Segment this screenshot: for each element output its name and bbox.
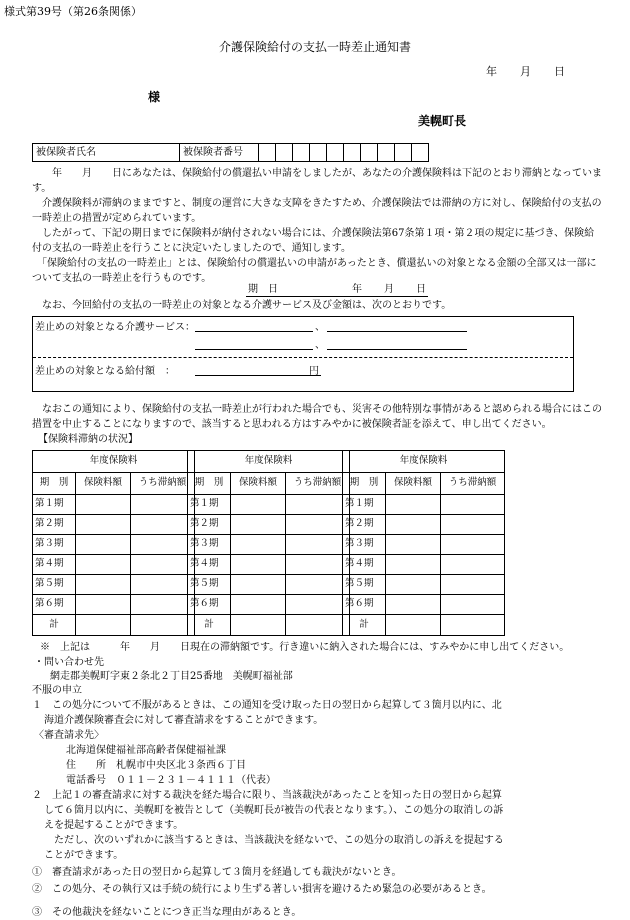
insured-id-row (32, 143, 429, 162)
arrears-cell[interactable] (131, 575, 195, 595)
arrears-column-header: うち滞納額 (131, 473, 195, 495)
cancellation-paragraph: なおこの通知により、保険給付の支払一時差止が行われた場合でも、災害その他特別な事情があると認められる場合にはこの措置を中止することになりますので、該当すると思われる方はすみやかに被保険者証を添えて、申し出てください。 (32, 404, 602, 430)
arrears-cell[interactable] (441, 575, 505, 595)
suspension-target-box (32, 316, 574, 392)
arrears-cell[interactable] (286, 575, 350, 595)
period-label: 第４期 (343, 555, 386, 575)
intro-line: なお、今回給付の支払の一時差止の対象となる介護サービス及び金額は、次のとおりです。 (32, 300, 452, 311)
service-entry-1[interactable] (195, 321, 313, 332)
insured-number-digit[interactable] (378, 144, 395, 162)
premium-total-cell[interactable] (386, 615, 441, 636)
insured-name-label: 被保険者氏名 (33, 144, 180, 162)
contact-address: 網走郡美幌町字東２条北２丁目25番地 美幌町福祉部 (50, 671, 293, 682)
appeal-item-1: １ この処分について不服があるときは、この通知を受け取った日の翌日から起算して３箇月以内に、北 (32, 700, 502, 711)
table-row (343, 595, 505, 615)
table-row (343, 515, 505, 535)
exception-2: ② この処分、その執行又は手続の続行により生ずる著しい損害を避けるため緊急の必要があるとき。 (32, 884, 492, 895)
insured-number-digit[interactable] (395, 144, 412, 162)
arrears-status-label: 【保険料滞納の状況】 (38, 434, 138, 445)
insured-number-digit[interactable] (310, 144, 327, 162)
period-label: 第４期 (33, 555, 76, 575)
table-row (188, 575, 350, 595)
period-label: 第４期 (188, 555, 231, 575)
period-label: 第１期 (188, 495, 231, 515)
period-label: 第１期 (33, 495, 76, 515)
total-row (343, 615, 505, 636)
total-row (188, 615, 350, 636)
service-separator: 、 (315, 322, 325, 333)
fiscal-year-header: 年度保険料 (188, 451, 350, 473)
arrears-cell[interactable] (286, 555, 350, 575)
arrears-cell[interactable] (286, 515, 350, 535)
premium-cell[interactable] (386, 575, 441, 595)
contact-heading: ・問い合わせ先 (34, 657, 104, 668)
table-row (343, 495, 505, 515)
period-label: 第６期 (33, 595, 76, 615)
premium-cell[interactable] (386, 515, 441, 535)
table-row (188, 535, 350, 555)
date-month: 月 (520, 65, 531, 78)
table-row (33, 575, 195, 595)
deadline-label: 期 日 (246, 283, 316, 297)
addressee-honorific: 様 (148, 90, 161, 104)
appeal-proviso: ただし、次のいずれかに該当するときは、当該裁決を経ないで、この処分の取消しの訴えを提起する (44, 835, 504, 846)
review-request-address: 住 所 札幌市中央区北３条西６丁目 (66, 760, 246, 771)
deadline-month: 月 (364, 283, 396, 297)
table-row (188, 495, 350, 515)
appeal-item-2-cont: して６箇月以内に、美幌町を被告として（美幌町長が被告の代表となります。）、この処分の取消しの訴 (44, 805, 504, 816)
period-label: 第２期 (343, 515, 386, 535)
appeal-heading: 不服の申立 (32, 685, 82, 696)
premium-cell[interactable] (386, 555, 441, 575)
table-row (33, 555, 195, 575)
arrears-cell[interactable] (131, 595, 195, 615)
arrears-cell[interactable] (441, 515, 505, 535)
period-column-header: 期 別 (188, 473, 231, 495)
premium-cell[interactable] (231, 555, 286, 575)
period-label: 第２期 (33, 515, 76, 535)
service-entry-4[interactable] (327, 339, 467, 350)
table-row (33, 495, 195, 515)
premium-cell[interactable] (76, 495, 131, 515)
notice-body (32, 166, 602, 286)
period-label: 第５期 (343, 575, 386, 595)
review-request-org: 北海道保健福祉部高齢者保健福祉課 (66, 745, 226, 756)
premium-total-cell[interactable] (76, 615, 131, 636)
arrears-note: ※ 上記は 年 月 日現在の滞納額です。行き違いに納入された場合には、すみやかに申し出てください。 (40, 642, 570, 653)
premium-cell[interactable] (76, 555, 131, 575)
arrears-cell[interactable] (131, 495, 195, 515)
fiscal-year-header: 年度保険料 (33, 451, 195, 473)
arrears-cell[interactable] (286, 495, 350, 515)
date-year: 年 (486, 65, 497, 78)
table-row (343, 535, 505, 555)
yen-unit: 円 (309, 366, 319, 377)
date-day: 日 (554, 65, 565, 78)
arrears-cell[interactable] (131, 555, 195, 575)
premium-cell[interactable] (76, 575, 131, 595)
total-label: 計 (343, 615, 386, 636)
arrears-table-2 (187, 450, 350, 636)
appeal-proviso-cont: ことができます。 (44, 850, 124, 861)
review-request-phone: 電話番号 ０１１－２３１－４１１１（代表） (66, 775, 276, 786)
total-label: 計 (33, 615, 76, 636)
arrears-cell[interactable] (286, 595, 350, 615)
premium-column-header: 保険料額 (231, 473, 286, 495)
appeal-item-1-cont: 海道介護保険審査会に対して審査請求をすることができます。 (44, 715, 324, 726)
service-label: 差止めの対象となる介護サービス： (35, 322, 195, 333)
period-column-header: 期 別 (33, 473, 76, 495)
arrears-cell[interactable] (131, 535, 195, 555)
appeal-item-2-cont: えを提起することができます。 (44, 820, 184, 831)
total-row (33, 615, 195, 636)
service-entry-3[interactable] (195, 339, 313, 350)
arrears-total-cell[interactable] (131, 615, 195, 636)
arrears-column-header: うち滞納額 (441, 473, 505, 495)
body-paragraph-2: 介護保険料が滞納のままですと、制度の運営に大きな支障をきたすため、介護保険法では滞納の方に対し、保険給付の支払の一時差止の措置が定められています。 (32, 198, 602, 224)
insured-number-label: 被保険者番号 (180, 144, 259, 162)
total-label: 計 (188, 615, 231, 636)
appeal-section (32, 698, 612, 920)
insured-number-digit[interactable] (361, 144, 378, 162)
table-row (33, 535, 195, 555)
arrears-table-3 (342, 450, 505, 636)
review-request-heading: 〈審査請求先〉 (34, 730, 104, 741)
service-entry-2[interactable] (327, 321, 467, 332)
table-row (188, 555, 350, 575)
amount-entry[interactable] (195, 365, 321, 376)
premium-cell[interactable] (231, 515, 286, 535)
premium-cell[interactable] (76, 515, 131, 535)
amount-label: 差止めの対象となる給付額 ： (35, 366, 175, 377)
deadline-year: 年 (316, 283, 364, 297)
table-row (188, 515, 350, 535)
arrears-table-1 (32, 450, 195, 636)
period-label: 第３期 (33, 535, 76, 555)
arrears-cell[interactable] (441, 595, 505, 615)
period-label: 第３期 (343, 535, 386, 555)
table-row (33, 515, 195, 535)
arrears-cell[interactable] (131, 515, 195, 535)
period-label: 第１期 (343, 495, 386, 515)
deadline-line (246, 283, 428, 297)
arrears-total-cell[interactable] (441, 615, 505, 636)
body-paragraph-4: 「保険給付の支払の一時差止」とは、保険給付の償還払いの申請があったとき、償還払いの対象となる金額の全部又は一部について支払の一時差止を行うものです。 (32, 258, 597, 284)
form-number: 様式第39号（第26条関係） (4, 5, 142, 18)
document-title: 介護保険給付の支払一時差止通知書 (218, 40, 411, 54)
fiscal-year-header: 年度保険料 (343, 451, 505, 473)
issuer-name: 美幌町長 (418, 114, 467, 128)
premium-cell[interactable] (231, 495, 286, 515)
arrears-column-header: うち滞納額 (286, 473, 350, 495)
appeal-item-2: ２ 上記１の審査請求に対する裁決を経た場合に限り、当該裁決があったことを知った日の翌日から起算 (32, 790, 502, 801)
period-label: 第６期 (343, 595, 386, 615)
exception-3: ③ その他裁決を経ないことにつき正当な理由があるとき。 (32, 907, 302, 918)
arrears-cell[interactable] (441, 535, 505, 555)
premium-cell[interactable] (386, 535, 441, 555)
premium-cell[interactable] (76, 595, 131, 615)
period-label: 第６期 (188, 595, 231, 615)
table-row (343, 555, 505, 575)
arrears-total-cell[interactable] (286, 615, 350, 636)
period-label: 第３期 (188, 535, 231, 555)
deadline-day: 日 (396, 283, 428, 297)
period-column-header: 期 別 (343, 473, 386, 495)
service-separator: 、 (315, 340, 325, 351)
premium-cell[interactable] (386, 495, 441, 515)
premium-cell[interactable] (231, 595, 286, 615)
premium-cell[interactable] (386, 595, 441, 615)
insured-number-digit[interactable] (259, 144, 276, 162)
body-paragraph-3: したがって、下記の期日までに保険料が納付されない場合には、介護保険法第67条第１項・第２項の規定に基づき、保険給付の支払の一時差止を行うことに決定いたしましたので、通知します。 (32, 228, 595, 254)
arrears-cell[interactable] (286, 535, 350, 555)
premium-total-cell[interactable] (231, 615, 286, 636)
insured-number-digit[interactable] (344, 144, 361, 162)
dashed-divider (33, 357, 573, 358)
premium-cell[interactable] (231, 575, 286, 595)
insured-number-digit[interactable] (293, 144, 310, 162)
insured-number-digit[interactable] (412, 144, 429, 162)
premium-cell[interactable] (231, 535, 286, 555)
issue-date (486, 65, 565, 79)
insured-number-digit[interactable] (327, 144, 344, 162)
table-row (188, 595, 350, 615)
arrears-cell[interactable] (441, 495, 505, 515)
period-label: 第２期 (188, 515, 231, 535)
body-paragraph-1: 年 月 日にあなたは、保険給付の償還払い申請をしましたが、あなたの介護保険料は下記のとおり滞納となっています。 (32, 168, 602, 194)
period-label: 第５期 (188, 575, 231, 595)
premium-column-header: 保険料額 (76, 473, 131, 495)
premium-column-header: 保険料額 (386, 473, 441, 495)
table-row (33, 595, 195, 615)
insured-number-digit[interactable] (276, 144, 293, 162)
table-row (343, 575, 505, 595)
exception-1: ① 審査請求があった日の翌日から起算して３箇月を経過しても裁決がないとき。 (32, 867, 402, 878)
arrears-cell[interactable] (441, 555, 505, 575)
premium-cell[interactable] (76, 535, 131, 555)
period-label: 第５期 (33, 575, 76, 595)
